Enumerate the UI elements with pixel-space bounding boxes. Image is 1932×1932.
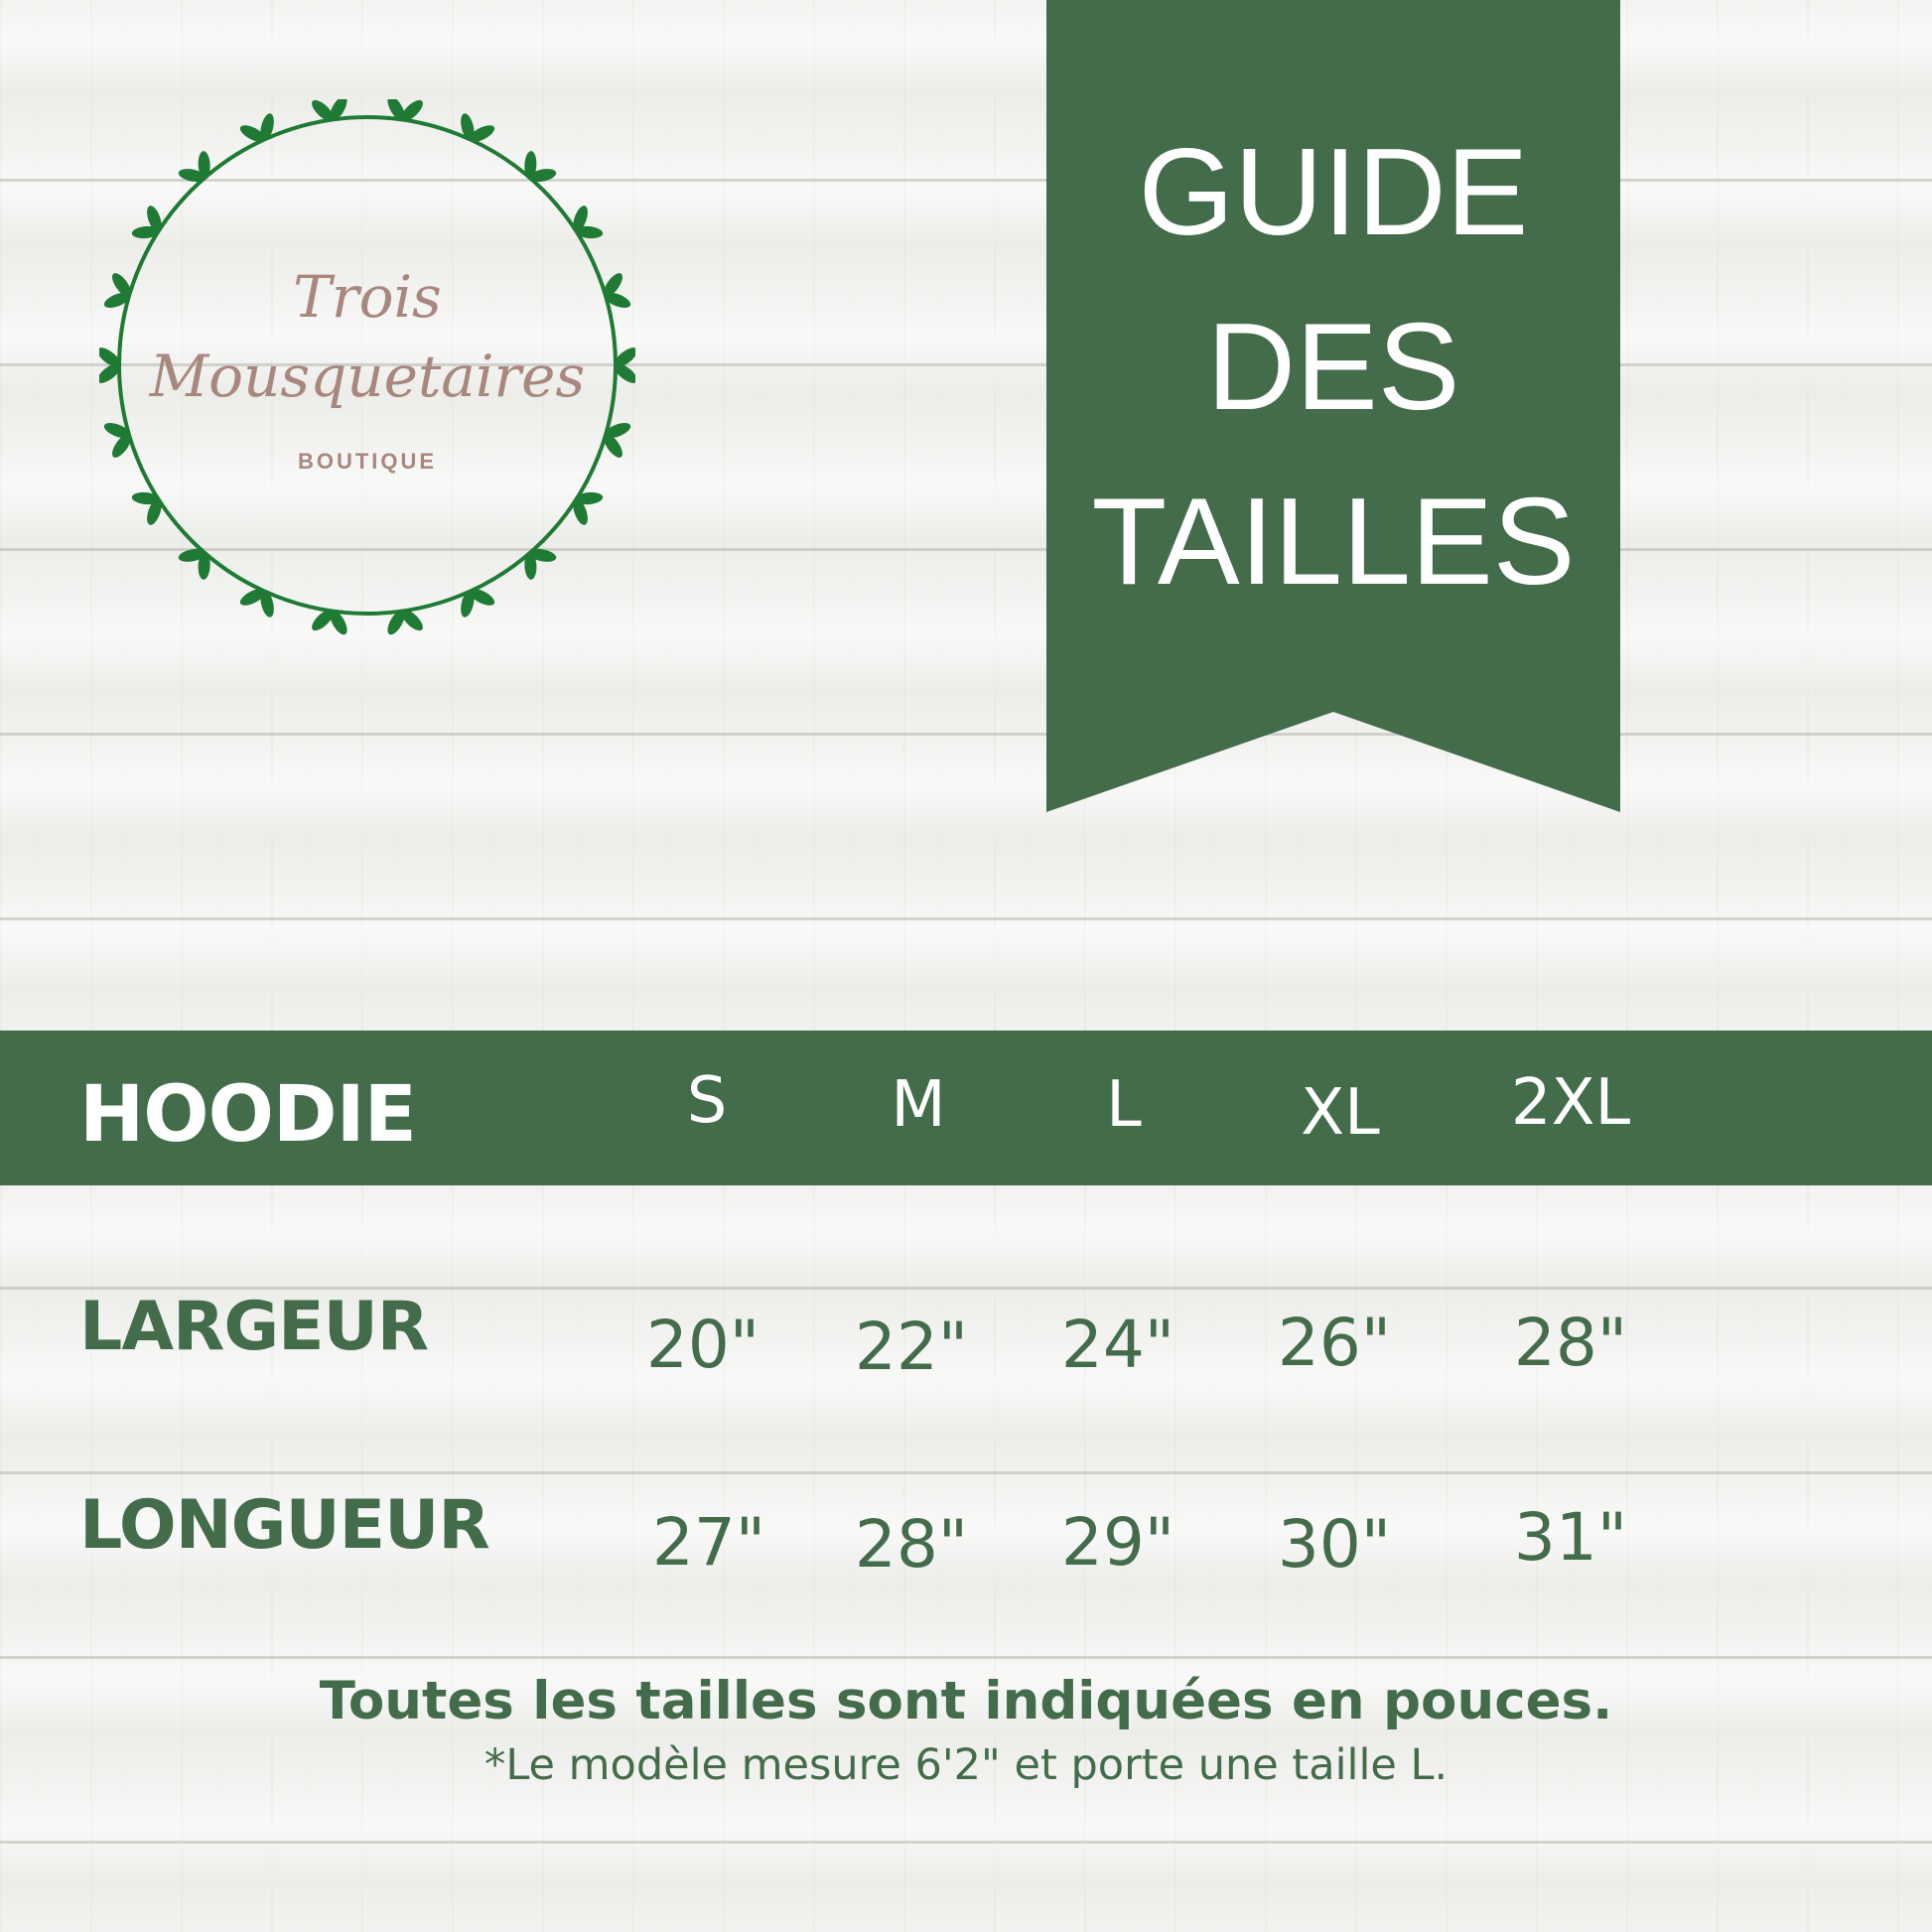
title-banner — [1046, 0, 1620, 812]
size-header-m: M — [891, 1068, 946, 1142]
longueur-value-l: 29" — [1060, 1504, 1175, 1581]
logo-name-line-2: Mousquetaires — [149, 343, 586, 410]
longueur-value-xl: 30" — [1277, 1506, 1392, 1583]
banner-title-line-3: TAILLES — [1091, 474, 1576, 611]
size-header-l: L — [1106, 1068, 1142, 1142]
longueur-value-s: 27" — [651, 1504, 766, 1581]
logo-name-line-1: Trois — [293, 263, 442, 331]
product-name: HOODIE — [79, 1070, 416, 1160]
longueur-value-2xl: 31" — [1513, 1499, 1628, 1576]
banner-title-line-2: DES — [1206, 299, 1460, 436]
longueur-value-m: 28" — [854, 1506, 969, 1583]
units-note: Toutes les tailles sont indiquées en pouces. — [319, 1671, 1613, 1731]
largeur-value-s: 20" — [645, 1307, 760, 1383]
size-header-s: S — [686, 1064, 728, 1138]
size-header-2xl: 2XL — [1510, 1066, 1631, 1140]
largeur-value-m: 22" — [854, 1309, 969, 1385]
size-header-xl: XL — [1301, 1076, 1380, 1150]
row-label-largeur: LARGEUR — [79, 1288, 429, 1366]
row-label-longueur: LONGUEUR — [79, 1486, 489, 1565]
largeur-value-l: 24" — [1060, 1307, 1175, 1383]
largeur-value-xl: 26" — [1277, 1305, 1392, 1381]
boutique-logo — [99, 99, 635, 635]
logo-subtitle: BOUTIQUE — [297, 449, 438, 474]
largeur-value-2xl: 28" — [1513, 1305, 1628, 1381]
model-note: *Le modèle mesure 6'2" et porte une taille L. — [483, 1740, 1449, 1790]
banner-title-line-1: GUIDE — [1138, 124, 1529, 261]
